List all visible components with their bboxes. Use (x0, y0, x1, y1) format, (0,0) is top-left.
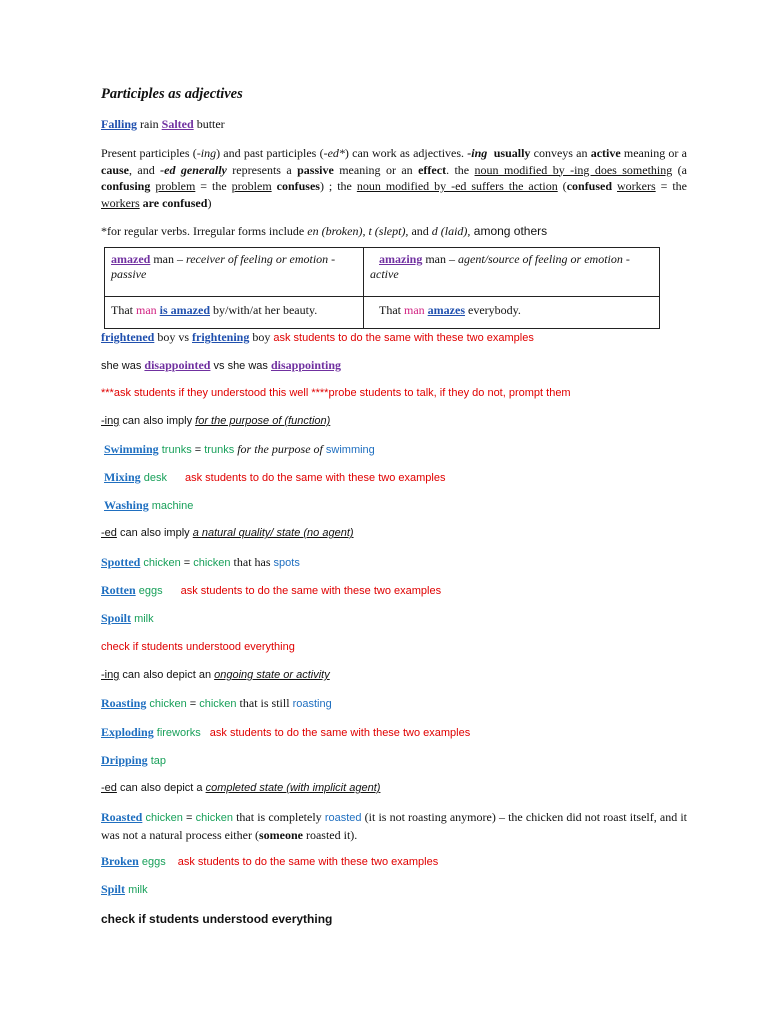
text-span: chicken (195, 812, 233, 824)
text-span: -ing (467, 146, 488, 160)
text-span: -ed generally (160, 162, 227, 177)
text-span: chicken (199, 698, 237, 710)
text-span: *for regular verbs. Irregular forms include (101, 224, 308, 238)
explanation-paragraph (101, 145, 687, 211)
text-span: that is still (236, 696, 293, 710)
text-span: spots (273, 557, 300, 569)
text-span: That (379, 302, 404, 317)
text-span: man – (422, 252, 459, 266)
check-line-2: check if students understood everything (101, 912, 333, 926)
text-span: Broken (101, 854, 139, 868)
text-span: by/with/at her beauty. (210, 302, 318, 317)
table-cell (364, 248, 660, 297)
text-span: and (408, 224, 432, 238)
text-span: = (186, 698, 200, 710)
text-span: frightening (192, 330, 250, 344)
text-span: for the purpose of (234, 442, 326, 456)
text-span: effect (418, 162, 447, 177)
ed-completed-heading (101, 781, 380, 795)
text-span: = (180, 557, 194, 569)
table-cell (105, 296, 364, 328)
text-span: can also depict a (116, 782, 206, 794)
text-span: ) can work as adjectives. (344, 146, 468, 160)
text-span: Exploding (101, 725, 154, 739)
text-span: workers (617, 179, 656, 193)
text-span: meaning or a (620, 146, 687, 160)
text-span: d (laid), (431, 224, 471, 238)
text-span: trunks (158, 444, 192, 456)
text-span: ask students to do the same with these two examples (209, 727, 471, 739)
text-span: can also imply (116, 527, 193, 539)
probe-line: ***ask students if they understood this well ****probe students to talk, if they do not, prompt them (101, 387, 571, 399)
word-salted: Salted (161, 117, 194, 131)
text-span: that has (230, 555, 274, 569)
text-span: -ing (196, 146, 217, 160)
text-span: trunks (204, 444, 235, 456)
text-span: noun modified by -ing does something (474, 162, 673, 177)
text-span: Roasting (101, 696, 147, 710)
text-span: man – (150, 252, 186, 266)
check-line-1: check if students understood everything (101, 641, 295, 653)
text-span: vs she was (210, 360, 271, 372)
text-span: , and (129, 162, 161, 177)
text-span: -ing (101, 415, 120, 427)
text-span: fireworks (153, 727, 201, 739)
text-span: a natural quality/ state (no agent) (192, 527, 354, 539)
text-span: disappointed (144, 358, 211, 372)
text-span: milk (125, 884, 148, 896)
text-span: disappointing (270, 358, 342, 372)
text-span: roasting (292, 698, 332, 710)
text-span: chicken (193, 557, 231, 569)
text-span: is amazed (159, 302, 210, 317)
text-span: Present participles ( (101, 146, 197, 160)
text-span: ask students to do the same with these two examples (273, 332, 534, 344)
text-span: conveys an (530, 146, 591, 160)
ing-function-heading (101, 414, 330, 428)
rotten-line (101, 583, 441, 598)
text-span: tap (147, 755, 167, 767)
table-row (105, 296, 660, 328)
disappointed-line (101, 358, 341, 373)
swimming-line (101, 442, 375, 457)
text-span: passive (297, 162, 334, 177)
text-span: cause (101, 162, 129, 177)
text-span: boy vs (154, 330, 192, 344)
text-span: she was (101, 360, 145, 372)
roasted-paragraph (101, 809, 687, 843)
text-span: someone (258, 827, 303, 842)
word-rain: rain (137, 117, 162, 131)
text-span: boy (249, 330, 274, 344)
text-span: Spilt (101, 882, 126, 896)
spilt-line (101, 882, 148, 897)
text-span: confuses (276, 179, 320, 193)
text-span: among others (470, 224, 548, 238)
word-falling: Falling (101, 117, 138, 131)
text-span: eggs (135, 585, 163, 597)
text-span: chicken (142, 812, 183, 824)
text-span: for the purpose of (function) (195, 415, 331, 427)
exploding-line (101, 725, 470, 740)
text-span: -ed (101, 782, 117, 794)
text-span: everybody. (465, 302, 521, 317)
washing-line (101, 498, 193, 513)
intro-line (101, 117, 225, 131)
text-span: machine (148, 500, 194, 512)
text-span: problem (231, 179, 272, 193)
dripping-line (101, 753, 166, 768)
text-span: eggs (138, 856, 166, 868)
text-span: agent/source of feeling or emotion - active (370, 252, 630, 281)
word-butter: butter (193, 117, 225, 131)
spoilt-line (101, 611, 154, 626)
table-cell (364, 296, 660, 328)
roasting-line (101, 696, 332, 711)
text-span: amazed (111, 252, 151, 266)
text-span: amazing (379, 252, 423, 266)
text-span: ask students to do the same with these two examples (180, 585, 442, 597)
text-span: ) and past participles ( (216, 146, 324, 160)
text-span: Rotten (101, 583, 136, 597)
text-span: swimming (325, 444, 375, 456)
text-span: Swimming (104, 442, 159, 456)
ing-ongoing-heading (101, 668, 330, 682)
text-span: amazes (427, 302, 465, 317)
text-span: usually (493, 146, 531, 160)
text-span: confused (566, 179, 613, 193)
ed-natural-heading (101, 526, 354, 540)
text-span: ongoing state or activity (214, 669, 330, 681)
text-span: workers (101, 195, 140, 210)
text-span: man (136, 302, 157, 317)
text-span: ask students to do the same with these two examples (184, 472, 446, 484)
text-span: = (182, 812, 196, 824)
text-span: can also imply (119, 415, 196, 427)
text-span: frightened (101, 330, 155, 344)
text-span: meaning or an (333, 162, 419, 177)
irregular-note (101, 224, 547, 238)
text-span: ask students to do the same with these two examples (177, 856, 439, 868)
text-span: ( (557, 179, 567, 193)
text-span: man (404, 302, 425, 317)
text-span: = the (195, 179, 232, 193)
text-span: completed state (with implicit agent) (205, 782, 381, 794)
text-span: -ing (101, 669, 120, 681)
text-span: milk (131, 613, 154, 625)
text-span: = (191, 444, 205, 456)
text-span: chicken (140, 557, 181, 569)
text-span: represents a (226, 162, 298, 177)
text-span: en (broken), t (slept), (307, 224, 409, 238)
text-span: Washing (104, 498, 149, 512)
text-span: Spoilt (101, 611, 132, 625)
text-span: (it is not roasting anymore) – the chicken did not roast itself, and it was not a natural process either ( (101, 810, 687, 842)
table-row (105, 248, 660, 297)
mixing-line (101, 470, 445, 485)
text-span: roasted (324, 812, 362, 824)
text-span: Dripping (101, 753, 148, 767)
text-span: desk (140, 472, 167, 484)
text-span: noun modified by -ed suffers the action (356, 179, 558, 193)
text-span: (a (672, 162, 687, 177)
text-span: that is completely (232, 810, 325, 824)
broken-line (101, 854, 438, 869)
text-span: can also depict an (119, 669, 215, 681)
text-span: Spotted (101, 555, 141, 569)
text-span: are confused (142, 195, 208, 210)
text-span: confusing (101, 179, 151, 193)
text-span: = the (655, 179, 688, 193)
text-span: . the (446, 162, 475, 177)
text-span: receiver of feeling or emotion - passive (111, 252, 336, 281)
page-title: Participles as adjectives (101, 86, 243, 102)
text-span: Mixing (104, 470, 141, 484)
text-span: Roasted (101, 810, 143, 824)
frightened-line (101, 330, 534, 345)
text-span: ) ; the (319, 179, 357, 193)
table-cell (105, 248, 364, 297)
text-span: -ed (101, 527, 117, 539)
spotted-line (101, 555, 300, 570)
text-span: roasted it). (302, 827, 358, 842)
text-span: That (111, 302, 136, 317)
text-span: active (590, 146, 621, 160)
text-span: ) (207, 195, 212, 210)
amazed-amazing-table (104, 247, 660, 329)
text-span: -ed* (323, 146, 345, 160)
text-span: problem (155, 179, 196, 193)
text-span: chicken (146, 698, 187, 710)
